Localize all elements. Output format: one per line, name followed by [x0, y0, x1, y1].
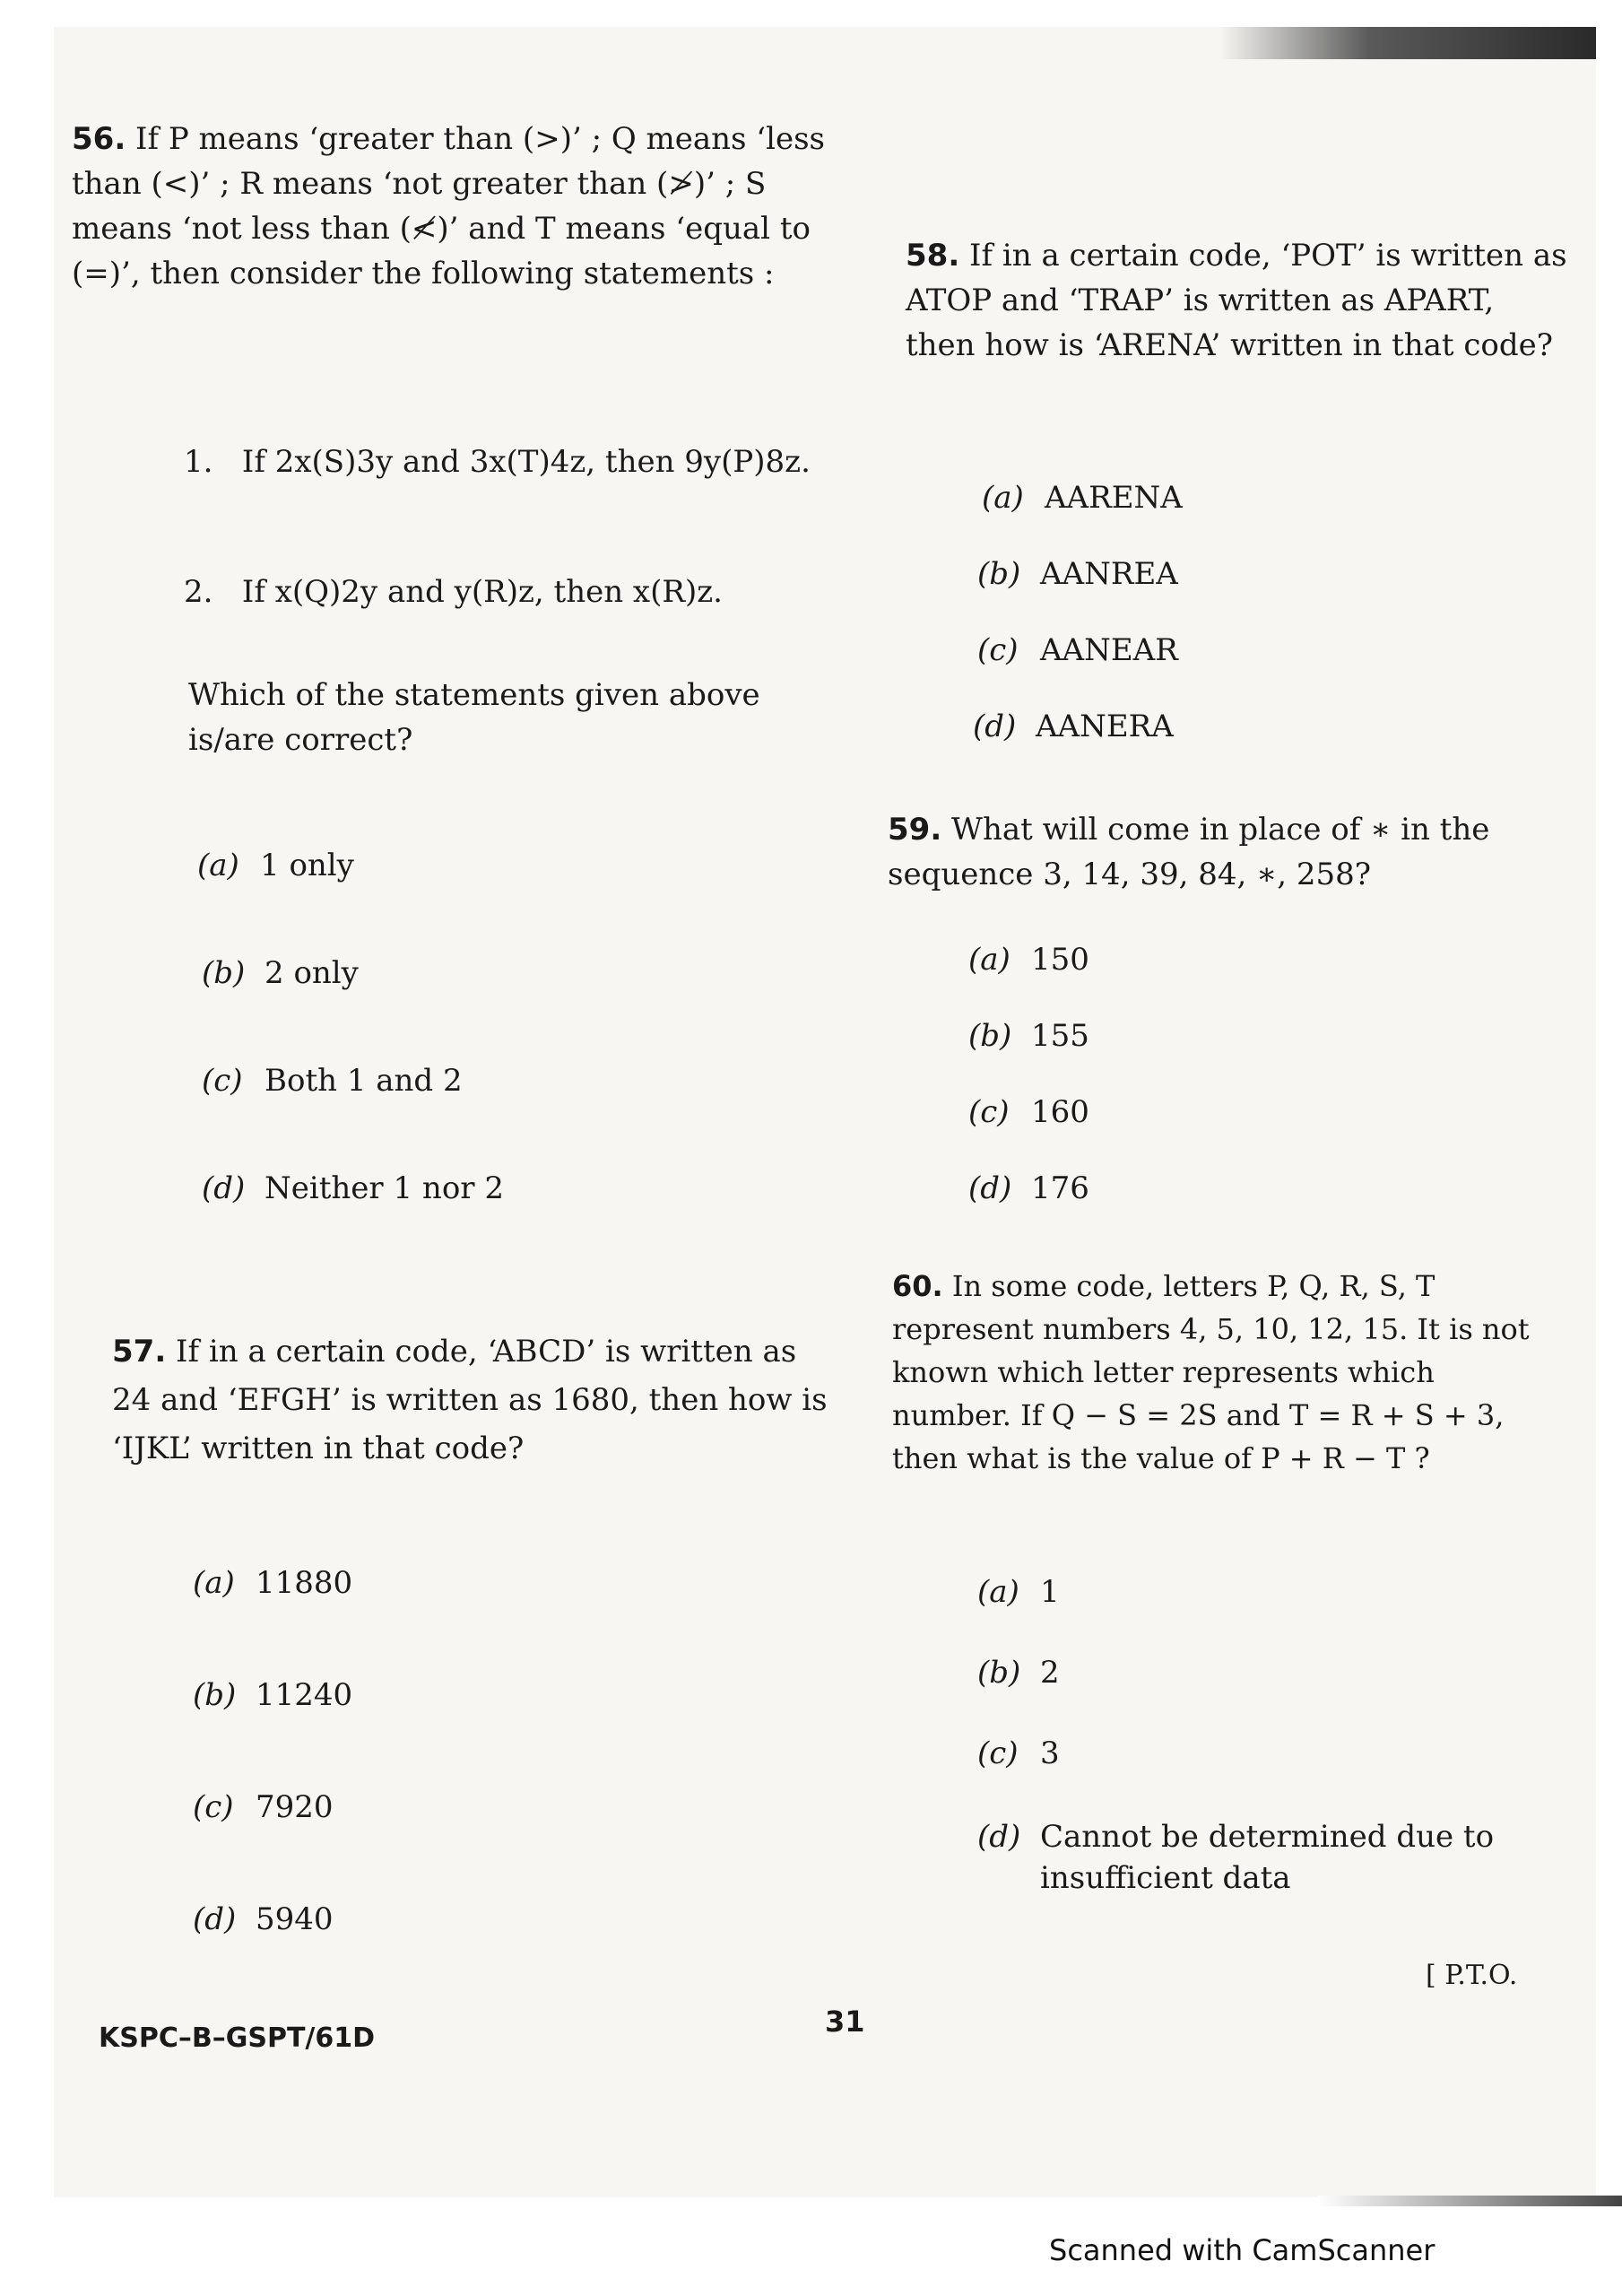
question-56-text: 56. If P means ‘greater than (>)’ ; Q means ‘less than (<)’ ; R means ‘not greater than (≯)’ ; S means ‘not less than (≮)’ and T means ‘equal to (=)’, then consider the following statements : — [72, 121, 825, 291]
q57-option-d[interactable]: (d) 5940 — [193, 1901, 334, 1937]
q57-option-c[interactable]: (c) 7920 — [193, 1789, 334, 1825]
question-56-number: 56. — [72, 121, 126, 157]
page-number: 31 — [825, 2005, 865, 2039]
q56-option-d[interactable]: (d) Neither 1 nor 2 — [202, 1170, 504, 1206]
q58-option-a[interactable]: (a) AARENA — [982, 480, 1183, 516]
paper-code: KSPC–B–GSPT/61D — [99, 2022, 376, 2054]
question-60-text: 60. In some code, letters P, Q, R, S, T represent numbers 4, 5, 10, 12, 15. It is not known which letter represents which number. If Q − S = 2S and T = R + S + 3, then what is the value of P + R − T ? — [892, 1269, 1530, 1475]
question-56 — [72, 117, 825, 296]
question-60 — [892, 1265, 1556, 1480]
pto-label: [ P.T.O. — [1426, 1960, 1518, 1991]
q56-option-c[interactable]: (c) Both 1 and 2 — [202, 1063, 463, 1099]
q56-statement-2: 2. If x(Q)2y and y(R)z, then x(R)z. — [184, 574, 723, 610]
question-58 — [906, 233, 1569, 368]
question-58-text: 58. If in a certain code, ‘POT’ is written as ATOP and ‘TRAP’ is written as APART, then how is ‘ARENA’ written in that code? — [906, 238, 1567, 363]
q56-option-a[interactable]: (a) 1 only — [197, 848, 354, 883]
question-57 — [112, 1327, 838, 1473]
q59-option-c[interactable]: (c) 160 — [968, 1094, 1089, 1130]
question-59-text: 59. What will come in place of ∗ in the sequence 3, 14, 39, 84, ∗, 258? — [888, 812, 1490, 892]
q60-option-b[interactable]: (b) 2 — [977, 1655, 1060, 1691]
q59-option-b[interactable]: (b) 155 — [968, 1018, 1089, 1054]
q56-option-b[interactable]: (b) 2 only — [202, 955, 359, 991]
q57-option-a[interactable]: (a) 11880 — [193, 1565, 353, 1601]
q60-option-c[interactable]: (c) 3 — [977, 1735, 1060, 1771]
question-60-number: 60. — [892, 1269, 943, 1303]
scan-edge-shadow-bottom — [1317, 2196, 1622, 2206]
question-57-number: 57. — [112, 1334, 167, 1370]
camscanner-watermark: Scanned with CamScanner — [1049, 2233, 1436, 2267]
q59-option-d[interactable]: (d) 176 — [968, 1170, 1089, 1206]
q58-option-c[interactable]: (c) AANEAR — [977, 632, 1178, 668]
q59-option-a[interactable]: (a) 150 — [968, 942, 1089, 978]
q56-statement-1: 1. If 2x(S)3y and 3x(T)4z, then 9y(P)8z. — [184, 444, 811, 480]
question-59-number: 59. — [888, 812, 942, 848]
q56-prompt: Which of the statements given above is/are correct? — [188, 677, 760, 758]
q60-option-d[interactable]: (d) Cannot be determined due to insufficient data — [977, 1819, 1495, 1896]
q57-option-b[interactable]: (b) 11240 — [193, 1677, 353, 1713]
question-59 — [888, 807, 1551, 897]
exam-page — [54, 27, 1596, 2197]
scan-edge-shadow — [1219, 27, 1596, 59]
q58-option-d[interactable]: (d) AANERA — [973, 709, 1174, 744]
q58-option-b[interactable]: (b) AANREA — [977, 556, 1178, 592]
question-58-number: 58. — [906, 238, 960, 274]
question-57-text: 57. If in a certain code, ‘ABCD’ is written as 24 and ‘EFGH’ is written as 1680, then how is ‘IJKL’ written in that code? — [112, 1334, 828, 1466]
q60-option-a[interactable]: (a) 1 — [977, 1574, 1060, 1610]
